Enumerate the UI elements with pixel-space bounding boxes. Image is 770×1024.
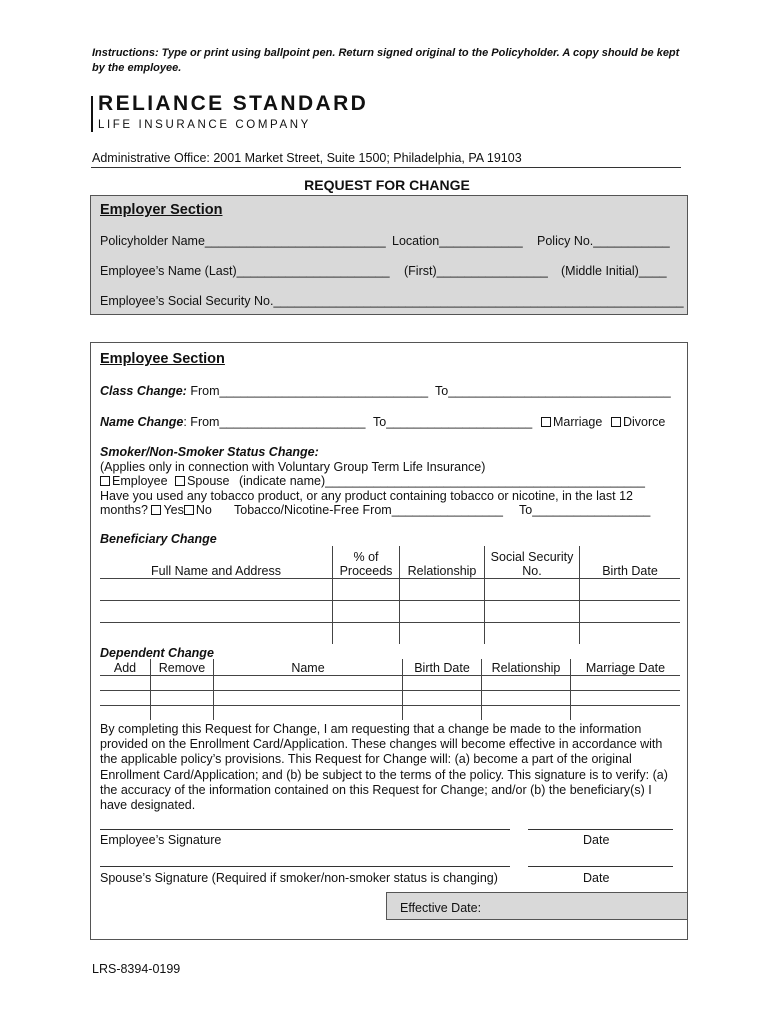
table-row[interactable] [100,675,680,690]
marriage-option[interactable] [541,415,602,429]
tobacco-free-from-field[interactable]: Tobacco/Nicotine-Free From________________ [234,503,503,517]
beneficiary-header-row [100,546,680,578]
name-change-label: Name Change [100,415,184,429]
col-dep-birth-date: Birth Date [403,659,482,675]
class-to-field[interactable]: To________________________________ [435,384,671,398]
divorce-checkbox[interactable] [611,417,621,427]
policyholder-name-field[interactable]: Policyholder Name__________________________ [100,234,386,248]
employee-last-name-field[interactable]: Employee’s Name (Last)______________________ [100,264,390,278]
table-row[interactable] [100,600,680,622]
yes-checkbox[interactable] [151,505,161,515]
class-change-row [100,384,428,398]
class-from-field[interactable]: From______________________________ [186,384,429,398]
address-divider [91,167,681,168]
col-name: Name [214,659,403,675]
marriage-label: Marriage [553,415,603,429]
authorization-text: By completing this Request for Change, I am requesting that a change be made to the information provided on the Enrollment Card/Application. These changes will become effective in accordance with the applicable policy’s provisions. This Request for Change will: (a) become a part of the original Enrollment Card/Application; and (b) be subject to the terms of the policy. This signature is to verify: (a) the accuracy of the information contained on this Request for Change; and/or (b) the beneficiary(s) I have designated. [100,722,668,813]
employee-middle-initial-field[interactable]: (Middle Initial)____ [561,264,667,278]
col-birth-date: Birth Date [580,546,681,578]
employee-date-line[interactable] [528,829,673,830]
spouse-signature-label: Spouse’s Signature (Required if smoker/non-smoker status is changing) [100,871,498,885]
name-to-field[interactable]: To_____________________ [373,415,533,429]
col-full-name-address: Full Name and Address [100,546,333,578]
employee-option-label: Employee [112,474,168,488]
employer-section-heading: Employer Section [100,202,223,218]
company-logo-name: RELIANCE STANDARD [98,92,369,115]
yes-label: Yes [163,503,184,517]
col-remove: Remove [151,659,214,675]
no-label: No [195,503,212,517]
spouse-checkbox[interactable] [175,476,185,486]
dependent-table [100,659,680,720]
office-address: Administrative Office: 2001 Market Street, Suite 1500; Philadelphia, PA 19103 [92,151,522,165]
spouse-date-line[interactable] [528,866,673,867]
employee-signature-line[interactable] [100,829,510,830]
employee-signature-label: Employee’s Signature [100,833,222,847]
tobacco-free-to-field[interactable]: To_________________ [519,503,651,517]
table-row[interactable] [100,705,680,720]
divorce-label: Divorce [623,415,666,429]
smoker-status-note: (Applies only in connection with Voluntary Group Term Life Insurance) [100,460,486,474]
marriage-checkbox[interactable] [541,417,551,427]
smoker-status-label: Smoker/Non-Smoker Status Change: [100,445,319,459]
table-row[interactable] [100,578,680,600]
col-percent-proceeds: % of Proceeds [333,546,400,578]
tobacco-question: Have you used any tobacco product, or any product containing tobacco or nicotine, in the last 12 [100,489,633,503]
smoker-who-row [100,474,645,488]
col-add: Add [100,659,151,675]
company-logo-subtitle: LIFE INSURANCE COMPANY [98,119,311,131]
table-row[interactable] [100,690,680,705]
instructions: Instructions: Type or print using ballpoint pen. Return signed original to the Policyholder. A copy should be kept by the employee. [92,47,680,74]
col-dep-relationship: Relationship [482,659,571,675]
effective-date-field[interactable] [386,892,688,920]
col-ssn: Social Security No. [485,546,580,578]
beneficiary-table [100,546,680,644]
form-number: LRS-8394-0199 [92,962,181,976]
employee-date-label: Date [583,833,610,847]
divorce-option[interactable] [611,415,665,429]
dependent-change-label: Dependent Change [100,646,214,660]
tobacco-question-end: months? [100,503,148,517]
indicate-name-field[interactable]: (indicate name)______________________________________________ [238,474,645,488]
employee-ssn-field[interactable]: Employee’s Social Security No.___________________________________________________________ [100,294,684,308]
policy-number-field[interactable]: Policy No.___________ [537,234,670,248]
tobacco-answer-row [100,503,212,517]
employee-section-heading: Employee Section [100,351,225,367]
location-field[interactable]: Location____________ [392,234,523,248]
class-change-label: Class Change: [100,384,187,398]
name-change-row [100,415,365,429]
spouse-option-label: Spouse [187,474,230,488]
employee-checkbox[interactable] [100,476,110,486]
spouse-date-label: Date [583,871,610,885]
form-title: REQUEST FOR CHANGE [304,177,470,193]
dependent-header-row [100,659,680,675]
name-from-field[interactable]: : From_____________________ [183,415,366,429]
spouse-signature-line[interactable] [100,866,510,867]
employee-first-name-field[interactable]: (First)________________ [404,264,548,278]
effective-date-label: Effective Date: [400,901,482,915]
col-relationship: Relationship [400,546,485,578]
col-marriage-date: Marriage Date [571,659,681,675]
table-row[interactable] [100,622,680,644]
beneficiary-change-label: Beneficiary Change [100,532,217,546]
logo-bar [91,96,93,132]
no-checkbox[interactable] [184,505,194,515]
